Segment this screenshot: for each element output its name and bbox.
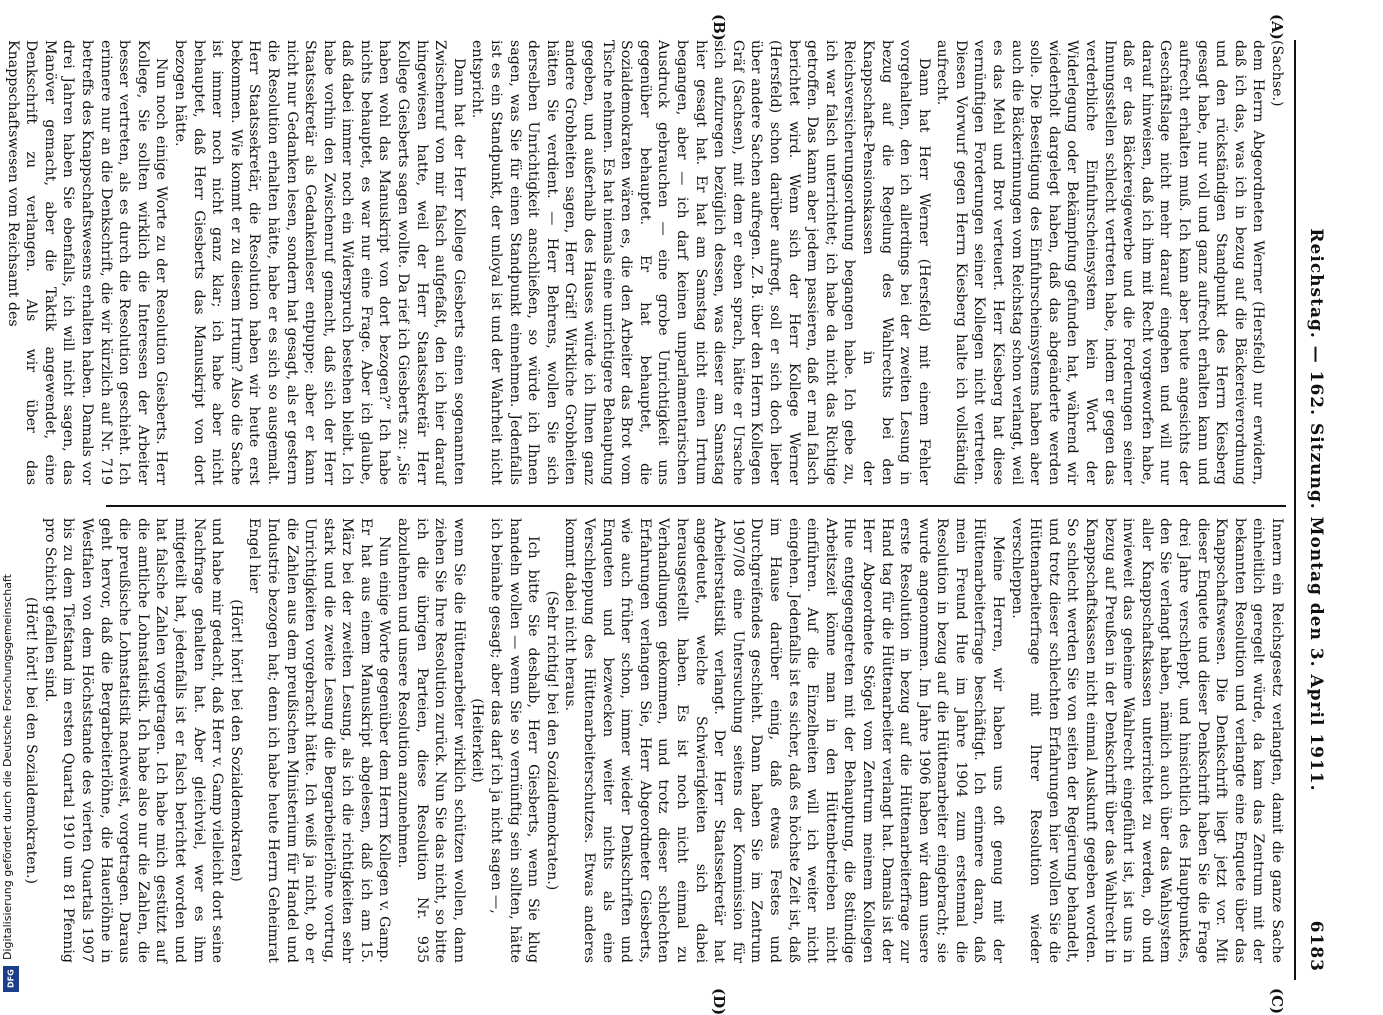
interjection: (Hört! hört! bei den Sozialdemokraten.) [23, 596, 40, 885]
page-number: 6183 [1306, 920, 1326, 972]
paragraph: Nun einige Worte gegenüber dem Herrn Kollegen v. Gamp. Er hat aus einem Manuskript abgelesen, daß ich am 15. März bei der zweiten Lesung, als ich die richtigkeiten sehr stark und die zweite Lesung die Bergarbeiterlöhne vortrug, Unrichtigkeiten vorgebracht hätte. Ich weiß ja nicht, ob er die Zahlen aus dem preußischen Ministerium für Handel und Industrie bezogen hat; denn ich habe heute Herrn Geheimrat Engel hier [246, 518, 393, 963]
paragraph: Innern ein Reichsgesetz verlangten, damit die ganze Sache einheitlich geregelt würde, da kam das Zentrum mit der bekannten Resolution und verlangte eine Enquete über das Knappschaftswesen. Die Denkschrift liegt jetzt vor. Mit dieser Enquete und dieser Denkschrift haben Sie die Frage drei Jahre verschleppt, und hinsichtlich des Hauptpunktes, den Sie verlangt haben, nämlich auch über das Wahlsystem aller Knappschaftskassen unterrichtet zu werden, ob und inwieweit das geheime Wahlrecht eingeführt ist, ist uns in bezug auf Preußen in der Denkschrift über das Wahlrecht in Knappschaftskassen nicht einmal Auskunft gegeben worden. So schlecht werden Sie von seiten der Regierung behandelt, und trotz dieser schlechten Erfahrungen hier wollen Sie die Hüttenarbeiterfrage mit Ihrer Resolution wieder verschleppen. [1008, 518, 1285, 963]
left-column [4, 40, 1286, 485]
interjection: (Sehr richtig! bei den Sozialdemokraten.) [543, 590, 560, 891]
credit-text: Digitalisierung gefördert durch die Deutsche Forschungsgemeinschaft [1, 574, 14, 960]
paragraph: (Sachse.) [1269, 40, 1285, 107]
interjection: (Heiterkeit) [469, 698, 486, 783]
page-header [1298, 40, 1328, 980]
paragraph: und habe mir gedacht, daß Herr v. Gamp vielleicht dort seine Nachfrage gehalten hat. Aber gleichviel, wer es ihm mitgeteilt hat, jedenfalls ist er falsch berichtet worden und hat falsche Zahlen vorgetragen. Ich habe mich gestützt auf die amtliche Lohnstatistik. Ich habe also nur die Zahlen, die die preußische Lohnstatistik nachweist, vorgetragen. Daraus geht hervor, daß die Bergarbeiterlöhne, die Hauerlöhne in Westfalen von dem Höchststande des vierten Quartals 1907 bis zu dem Tiefstand im ersten Quartal 1910 um 81 Pfennig pro Schicht gefallen sind. [41, 518, 226, 963]
column-divider [106, 505, 1286, 507]
page-title: Reichstag. — 162. Sitzung. Montag den 3. April 1911. [1306, 228, 1326, 792]
margin-marker-a: (A) [1268, 14, 1286, 40]
paragraph: Nun noch einige Worte zu der Resolution Giesberts. Herr Kollege, Sie sollten wirklich die Interessen der Arbeiter besser vertreten, als es durch die Resolution geschieht. Ich erinnere nur an die Denkschrift, die wir kürzlich auf Nr. 719 betreffs des Knappschaftswesens erhalten haben. Damals vor drei Jahren haben Sie ebenfalls, ich will nicht sagen, das Manöver gemacht, aber die Taktik angewendet, eine Denkschrift zu verlangen. Als wir über das Knappschaftswesen vom Reichsamt des [4, 40, 170, 485]
paragraph: Dann hat der Herr Kollege Giesberts einen sogenannten Zwischenruf von mir falsch aufgefaßt, den ich hier darauf hingewiesen hatte, weil der Herr Staatssekretär Herr Kollege Giesberts sagen wollte. Da rief ich Giesberts zu: „Sie haben wohl das Manuskript von dort bezogen?“ Ich habe nichts behauptet, es war nur eine Frage. Aber ich glaube, daß dabei immer noch ein Widerspruch bestehen bleibt. Ich habe vorhin den Zwischenruf gemacht, daß sich der Herr Staatssekretär als Gedankenleser entpuppe; aber er kann nicht nur Gedanken lesen, sondern hat gesagt, als er gestern die Resolution erhalten hätte, habe er es sich so ausgemalt. Herr Staatssekretär, die Resolution haben wir heute erst bekommen. Wie kommt er zu diesem Irrtum? Also die Sache ist immer noch nicht ganz klar; ich habe aber nicht behauptet, daß Herr Giesberts das Manuskript von dort bezogen hätte. [171, 40, 467, 485]
right-column [23, 518, 1286, 963]
paragraph: dem Herrn Abgeordneten Werner (Hersfeld) nur erwidern, daß ich das, was ich in bezug auf die Bäckereiverordnung und den rückständigen Standpunkt des Herrn Kiesberg gesagt habe, nur voll und ganz aufrecht erhalten kann und aufrecht erhalten muß. Ich kann aber heute angesichts der Geschäftslage nicht mehr darauf eingehen und will nur darauf hinweisen, daß ich ihm mit Recht vorgeworfen habe, daß er das Bäckereigewerbe und die Forderungen seiner Innungsstellen schlecht vertreten habe, indem er gegen das verderbliche Einfuhrscheinsystem kein Wort der Widerlegung oder Bekämpfung gefunden hat, während wir wiederholt dargelegt haben, daß das abgeänderte werden solle. Die Beseitigung des Einfuhrscheinsystems haben aber auch die Bäckerinnungen vom Reichstag schon verlangt, weil es das Mehl und Brot verteuert. Herr Kiesberg hat diese vernünftigen Forderungen seiner Kollegen nicht vertreten. Diesen Vorwurf gegen Herrn Kiesberg halte ich vollständig aufrecht. [934, 40, 1267, 485]
margin-marker-d: (D) [710, 988, 728, 1015]
paragraph: Ich bitte Sie deshalb, Herr Giesberts, wenn Sie klug handeln wollen — wenn Sie so vernünftig sein sollten, hätte ich beinahe gesagt; aber das darf ich ja nicht sagen —, [488, 518, 542, 963]
margin-marker-b: (B) [710, 14, 728, 41]
paragraph: wenn Sie die Hüttenarbeiter wirklich schützen wollen, dann ziehen Sie Ihre Resolution zurück. Nun Sie das nicht, so bitte ich die übrigen Parteien, diese Resolution Nr. 935 abzulehnen und unsere Resolution anzunehmen. [395, 518, 467, 963]
paragraph: Meine Herren, wir haben uns oft genug mit der Hüttenarbeiterfrage beschäftigt. Ich erinnere daran, daß mein Freund Hue im Jahre 1904 zum erstenmal die Resolution in bezug auf die Hüttenarbeiter eingebracht; sie wurde angenommen. Im Jahre 1906 haben wir dann unsere erste Resolution in bezug auf die Hüttenarbeiterfrage zur Hand tag für die Hüttenarbeiter verlangt hat. Damals ist der Herr Abgeordnete Stögel vom Zentrum meinem Kollegen Hue entgegengetreten mit der Behauptung, die 8stündige Arbeitszeit könne man in den Hüttenbetrieben nicht einführen. Auf die Einzelheiten will ich weiter nicht eingehen. Jedenfalls ist es sicher, daß es höchste Zeit ist, daß im Hause darüber einig, daß etwas Festes und Durchgreifendes geschieht. Dann haben Sie im Zentrum 1907/08 eine Untersuchung seitens der Kommission für Arbeiterstatistik verlangt. Der Herr Staatssekretär hat angedeutet, welche Schwierigkeiten sich dabei herausgestellt haben. Es ist noch nicht einmal zu Verhandlungen gekommen, und trotz dieser schlechten Erfahrungen verlangen Sie, Herr Abgeordneter Giesberts, wie auch früher schon, immer wieder Denkschriften und Enqueten und bezwecken weiter nichts als eine Verschleppung des Hüttenarbeiterschutzes. Etwas anderes kommt dabei nicht heraus. [562, 518, 1007, 963]
interjection: (Hört! hört! bei den Sozialdemokraten) [227, 599, 244, 882]
paragraph: Dann hat Herr Werner (Hersfeld) mit einem Fehler vorgehalten, den ich allerdings bei der zweiten Lesung in bezug auf die Regelung des Wahlrechts bei den Knappschafts-Pensionskassen in der Reichsversicherungsordnung begangen habe. Ich gebe zu, ich war falsch unterrichtet; ich habe da nicht das Richtige getroffen. Das kann aber jedem passieren, daß er mal falsch berichtet wird. Wenn sich der Herr Kollege Werner (Hersfeld) schon darüber aufregt, soll er sich doch lieber über andere Sachen aufregen. Z. B. über den Herrn Kollegen Gräf (Sachsen), mit dem er eben sprach, hätte er Ursache sich aufzuregen bezüglich dessen, was dieser am Samstag hier gesagt hat. Er hat am Samstag nicht einen Irrtum begangen, aber — ich darf keinen unparlamentarischen Ausdruck gebrauchen — eine grobe Unrichtigkeit uns gegenüber behauptet. Er hat behauptet, die Sozialdemokraten wären es, die den Arbeiter das Brot vom Tische nehmen. Es hat niemals eine unrichtigere Behauptung gegeben, und außerhalb des Hauses würde ich Ihnen ganz andere Grobheiten sagen, Herr Gräf! Wirkliche Grobheiten hätten Sie verdient. — Herr Behrens, wollen Sie sich derselben Unrichtigkeit anschließen, so würde ich Ihnen sagen, was Sie für einen Standpunkt einnehmen. Jedenfalls ist es ein Standpunkt, der unloyal ist und der Wahrheit nicht entspricht. [469, 40, 932, 485]
dfg-logo: DFG [3, 966, 19, 992]
margin-marker-c: (C) [1268, 988, 1286, 1015]
header-rule [1294, 40, 1296, 980]
